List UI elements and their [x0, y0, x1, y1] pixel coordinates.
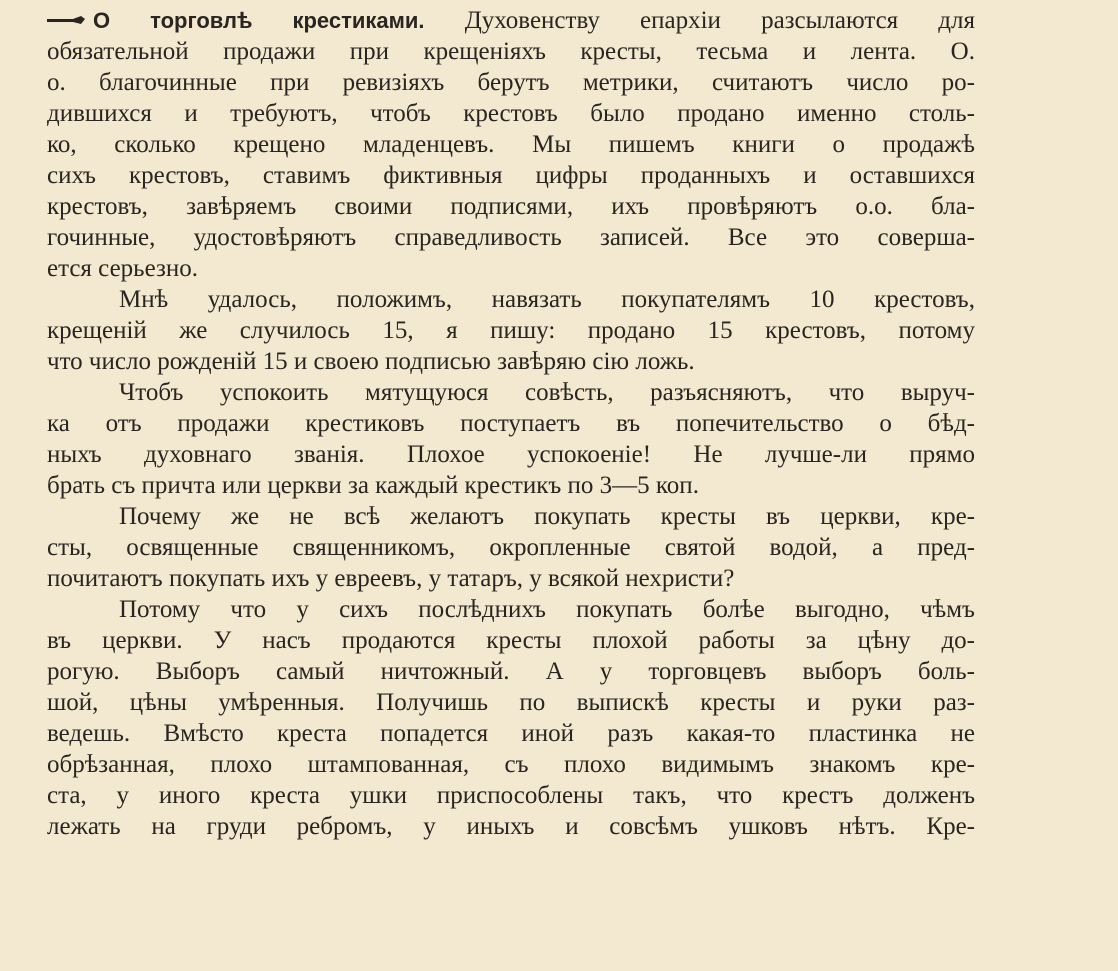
text-line: лежать на груди ребромъ, у иныхъ и совсѣмъ ушковъ нѣтъ. Кре-	[47, 813, 975, 840]
heading-line	[47, 6, 975, 36]
text-line: Мнѣ удалось, положимъ, навязать покупателямъ 10 крестовъ,	[119, 286, 975, 313]
section-heading: О торговлѣ крестиками.	[93, 8, 425, 33]
text-line: Почему же не всѣ желаютъ покупать кресты въ церкви, кре-	[119, 503, 975, 530]
text-line: гочинные, удостовѣряютъ справедливость записей. Все это соверша-	[47, 224, 975, 251]
text-line: ется серьезно.	[47, 255, 198, 282]
text-line: ко, сколько крещено младенцевъ. Мы пишемъ книги о продажѣ	[47, 131, 975, 158]
text-line: ныхъ духовнаго званія. Плохое успокоеніе! Не лучше-ли прямо	[47, 441, 975, 468]
text-line: о. благочинные при ревизіяхъ берутъ метрики, считаютъ число ро-	[47, 69, 975, 96]
heading-lead-text: Духовенству епархіи разсылаются для	[464, 7, 976, 34]
text-line: почитаютъ покупать ихъ у евреевъ, у татаръ, у всякой нехристи?	[47, 565, 735, 592]
text-line: рогую. Выборъ самый ничтожный. А у торговцевъ выборъ боль-	[47, 658, 975, 685]
text-line: дившихся и требуютъ, чтобъ крестовъ было продано именно столь-	[47, 100, 975, 127]
text-line: сихъ крестовъ, ставимъ фиктивныя цифры проданныхъ и оставшихся	[47, 162, 975, 189]
text-line: Чтобъ успокоить мятущуюся совѣсть, разъясняютъ, что выруч-	[119, 379, 975, 406]
text-line: ста, у иного креста ушки приспособлены такъ, что крестъ долженъ	[47, 782, 975, 809]
text-line: обязательной продажи при крещеніяхъ кресты, тесьма и лента. О.	[47, 38, 975, 65]
text-line: что число рожденій 15 и своею подписью завѣряю сію ложь.	[47, 348, 695, 375]
pointing-hand-icon	[47, 15, 87, 29]
text-line: сты, освященные священникомъ, окропленные святой водой, а пред-	[47, 534, 975, 561]
text-line: ведешь. Вмѣсто креста попадется иной разъ какая-то пластинка не	[47, 720, 975, 747]
text-line: шой, цѣны умѣренныя. Получишь по выпискѣ кресты и руки раз-	[47, 689, 975, 716]
text-line: брать съ причта или церкви за каждый крестикъ по 3—5 коп.	[47, 472, 699, 499]
text-line: крестовъ, завѣряемъ своими подписями, ихъ провѣряютъ о.о. бла-	[47, 193, 975, 220]
text-line: обрѣзанная, плохо штампованная, съ плохо видимымъ знакомъ кре-	[47, 751, 975, 778]
text-line: ка отъ продажи крестиковъ поступаетъ въ попечительство о бѣд-	[47, 410, 975, 437]
text-line: въ церкви. У насъ продаются кресты плохой работы за цѣну до-	[47, 627, 975, 654]
text-line: крещеній же случилось 15, я пишу: продано 15 крестовъ, потому	[47, 317, 975, 344]
text-line: Потому что у сихъ послѣднихъ покупать болѣе выгодно, чѣмъ	[119, 596, 975, 623]
